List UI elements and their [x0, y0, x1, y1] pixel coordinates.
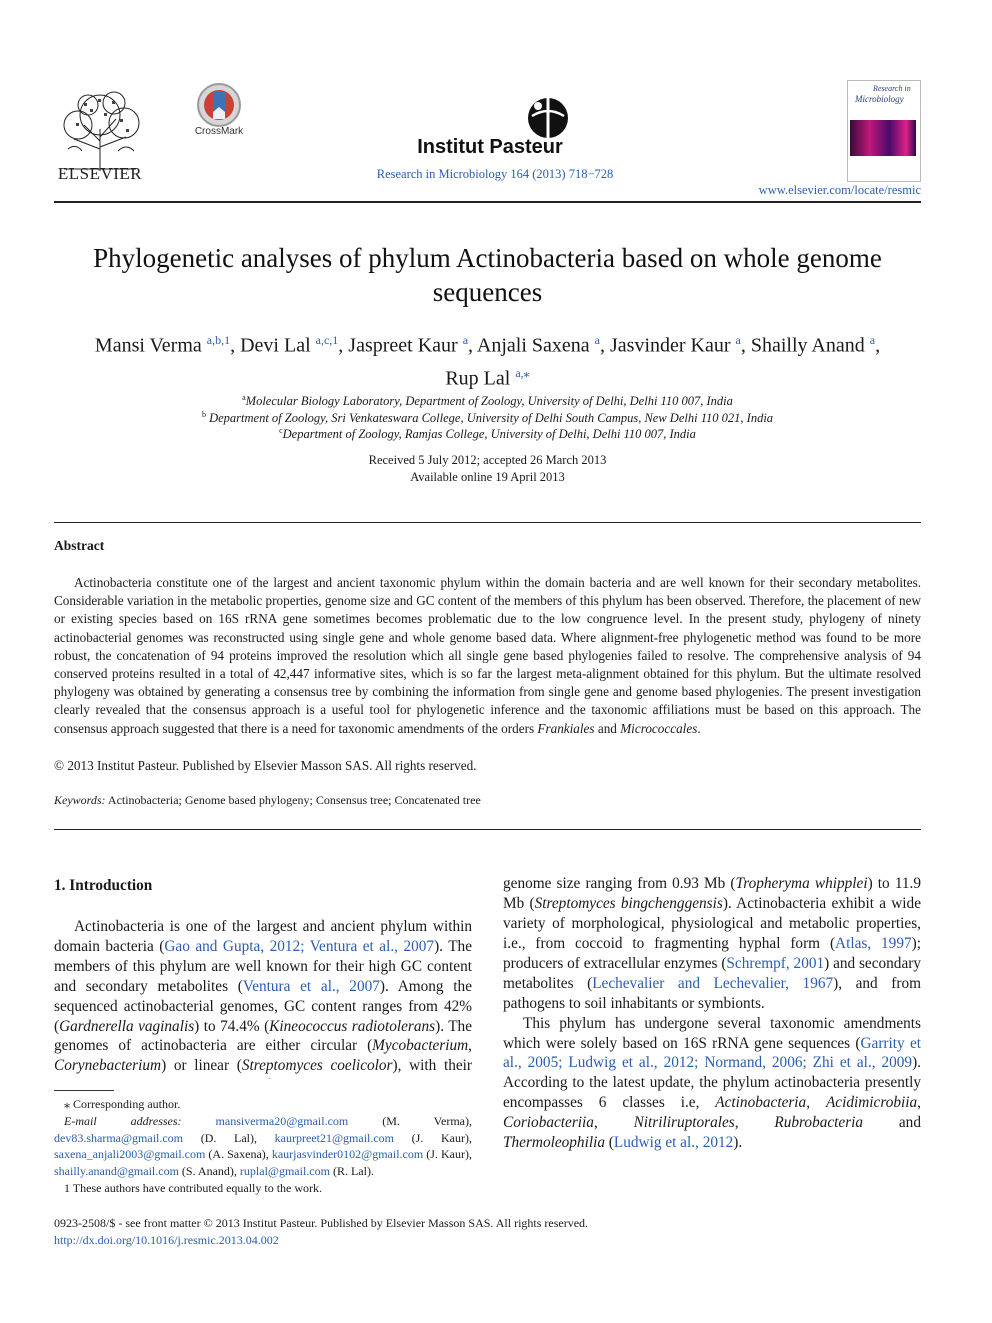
- email-addresses-note: [54, 1113, 472, 1180]
- journal-url-link[interactable]: www.elsevier.com/locate/resmic: [758, 183, 921, 197]
- text-run: ). The genomes of actinobacteria are either circular (: [54, 1017, 472, 1055]
- abstract-and: and: [594, 720, 621, 736]
- text-run: (D. Lal),: [183, 1130, 275, 1145]
- italic-term: Streptomyces coelicolor: [241, 1057, 393, 1075]
- abstract-text: [54, 574, 921, 738]
- citation-link[interactable]: shailly.anand@gmail.com: [54, 1164, 179, 1179]
- header-rule: [54, 201, 921, 203]
- text-run: ). According to the latest update, the phylum actinobacteria presently encompasses 6 classes i.e,: [503, 1054, 921, 1112]
- author-affiliation-mark[interactable]: a: [869, 333, 876, 347]
- issn-front-matter: 0923-2508/$ - see front matter © 2013 Institut Pasteur. Published by Elsevier Masson SAS. All rights reserved.: [54, 1216, 589, 1230]
- cover-title-line1: Research in: [873, 84, 911, 93]
- abstract-body: Actinobacteria constitute one of the largest and ancient taxonomic phylum within the domain bacteria and are well known for their secondary metabolites. Considerable variation in the metabolic properties, genome size and GC content of the members of this phylum has been observed. Therefore, the placement of new or existing species based on 16S rRNA gene sometimes becomes problematic due to the low congruence level. In the present study, phylogeny of ninety actinobacterial genomes was reconstructed using single gene and whole genome based data. Where alignment-free phylogenetic method was found to be more robust, the concatenation of 94 proteins improved the resolution which all single gene based phylogenies failed to resolve. The comprehensive analysis of 94 conserved proteins resulted in a total of 42,447 informative sites, which is so far the largest meta-alignment obtained for this phylum. But the ultimate resolved phylogeny was obtained by generating a consensus tree by combining the information from single gene and genome based phylogenies. The present investigation clearly revealed that the consensus approach is a useful tool for phylogenetic inference and the taxonomic affiliations must be based on this approach. The consensus approach suggested that there is a need for taxonomic amendments of the orders: [54, 575, 921, 736]
- text-run: ) or linear (: [161, 1057, 242, 1075]
- author-name: Shailly Anand: [750, 334, 870, 357]
- citation-link[interactable]: kaurjasvinder0102@gmail.com: [271, 1147, 424, 1162]
- author-name: Jasvinder Kaur: [610, 334, 736, 357]
- citation-link[interactable]: Ludwig et al., 2012: [613, 1134, 734, 1152]
- affiliation-text: Department of Zoology, Sri Venkateswara College, University of Delhi South Campus, New Delhi 110 021, India: [209, 411, 774, 426]
- italic-term: E-mail addresses:: [64, 1113, 216, 1128]
- author-affiliation-mark[interactable]: a: [594, 333, 600, 347]
- text-run: ) and secondary metabolites (: [503, 954, 921, 992]
- citation-link[interactable]: Garrity et al., 2005; Ludwig et al., 2012; Normand, 2006; Zhi et al., 2009: [503, 1034, 921, 1072]
- italic-term: Gardnerella vaginalis: [59, 1017, 195, 1035]
- text-run: ,: [917, 1094, 921, 1112]
- author-name: Devi Lal: [240, 334, 316, 357]
- affiliation-c: [54, 426, 921, 442]
- citation-link[interactable]: ruplal@gmail.com: [239, 1164, 330, 1179]
- author-name: Mansi Verma: [94, 334, 207, 357]
- affiliation-mark: b: [201, 410, 206, 419]
- abstract-top-rule: [54, 522, 921, 523]
- author-affiliation-mark[interactable]: a,c,1: [315, 333, 339, 347]
- text-run: ) to 11.9 Mb (: [503, 877, 921, 913]
- author-affiliation-mark[interactable]: a,b,1: [206, 333, 231, 347]
- author-affiliation-mark[interactable]: a,⁎: [515, 365, 530, 380]
- citation-link[interactable]: dev83.sharma@gmail.com: [54, 1130, 184, 1145]
- italic-term: Thermoleophilia: [503, 1134, 605, 1152]
- author-list: [54, 327, 921, 392]
- cover-image-band: [850, 120, 916, 156]
- text-run: (: [604, 1134, 614, 1152]
- italic-term: Acidimicrobiia: [825, 1094, 918, 1112]
- intro-column-right: [503, 877, 921, 1202]
- italic-term: Mycobacterium: [372, 1037, 469, 1055]
- keywords-label: Keywords:: [54, 793, 106, 807]
- affiliation-text: Molecular Biology Laboratory, Department of Zoology, University of Delhi, Delhi 110 007, India: [245, 394, 733, 409]
- citation-link[interactable]: kaurpreet21@gmail.com: [274, 1130, 395, 1145]
- article-title: Phylogenetic analyses of phylum Actinobacteria based on whole genome sequences: [93, 243, 882, 307]
- author-name: Anjali Saxena: [476, 334, 595, 357]
- text-run: genome size ranging from 0.93 Mb (: [503, 877, 736, 893]
- italic-term: Kineococcus radiotolerans: [269, 1017, 436, 1035]
- elsevier-wordmark: ELSEVIER: [57, 164, 143, 183]
- citation-link[interactable]: Lechevalier and Lechevalier, 1967: [592, 974, 834, 992]
- author-affiliation-mark[interactable]: a: [462, 333, 469, 347]
- equal-contribution-note: 1 These authors have contributed equally to the work.: [64, 1180, 323, 1195]
- text-run: ,: [593, 1114, 634, 1132]
- affiliation-mark: c: [279, 426, 283, 435]
- affiliation-text: Department of Zoology, Ramjas College, University of Delhi, Delhi 110 007, India: [282, 427, 696, 442]
- italic-term: Coriobacteriia: [503, 1114, 594, 1132]
- author-affiliation-mark[interactable]: a: [735, 333, 741, 347]
- text-run: ), and from pathogens to soil inhabitants or symbionts.: [503, 974, 921, 1012]
- footnotes: [54, 1096, 472, 1197]
- journal-citation-link[interactable]: Research in Microbiology 164 (2013) 718−728: [376, 167, 614, 181]
- intro-paragraph-1-part-b: [503, 877, 921, 1014]
- received-dates: Received 5 July 2012; accepted 26 March 2013: [368, 453, 607, 467]
- abstract-end: .: [697, 720, 701, 736]
- text-run: ) to 74.4% (: [194, 1017, 270, 1035]
- affiliation-mark: a: [242, 393, 246, 402]
- italic-term: [287, 1077, 419, 1079]
- text-run: ,: [734, 1114, 775, 1132]
- text-run: (R. Lal).: [329, 1164, 374, 1179]
- italic-term: Nitriliruptorales: [633, 1114, 735, 1132]
- author-separator: ,: [338, 334, 349, 357]
- text-run: ).: [733, 1134, 743, 1152]
- text-run: ,: [806, 1094, 826, 1112]
- author-name: Rup Lal: [445, 367, 516, 390]
- italic-term: Rubrobacteria: [774, 1114, 864, 1132]
- text-run: ); producers of extracellular enzymes (: [503, 934, 921, 972]
- citation-link[interactable]: Ventura et al., 2007: [242, 977, 380, 995]
- citation-link[interactable]: saxena_anjali2003@gmail.com: [54, 1147, 206, 1162]
- affiliation-a: [54, 393, 921, 409]
- italic-term: Tropheryma whipplei: [735, 877, 868, 893]
- abstract-heading: Abstract: [54, 538, 105, 553]
- keywords-line: [54, 793, 481, 808]
- text-run: (J. Kaur),: [423, 1147, 473, 1162]
- italic-term: Corynebacterium: [54, 1057, 162, 1075]
- text-run: and: [863, 1114, 921, 1132]
- citation-link[interactable]: mansiverma20@gmail.com: [215, 1113, 349, 1128]
- author-separator: ,: [468, 334, 477, 357]
- order-frankiales: Frankiales: [537, 720, 595, 736]
- institut-pasteur-wordmark: Institut Pasteur: [417, 136, 563, 158]
- text-run: (J. Kaur),: [394, 1130, 472, 1145]
- abstract-copyright: © 2013 Institut Pasteur. Published by Elsevier Masson SAS. All rights reserved.: [54, 758, 477, 773]
- intro-paragraph-2: [503, 1014, 921, 1153]
- text-run: Actinobacteria is one of the largest and ancient phylum within domain bacteria (: [54, 918, 472, 955]
- citation-link[interactable]: Schrempf, 2001: [726, 954, 825, 972]
- citation-link[interactable]: Atlas, 1997: [835, 934, 912, 952]
- doi-link[interactable]: http://dx.doi.org/10.1016/j.resmic.2013.04.002: [54, 1233, 279, 1247]
- text-run: (A. Saxena),: [205, 1147, 272, 1162]
- intro-paragraph-1-part-a: [54, 917, 472, 1079]
- available-online-date: Available online 19 April 2013: [410, 470, 565, 484]
- text-run: (M. Verma),: [348, 1113, 472, 1128]
- intro-column-left: [54, 917, 472, 1079]
- author-separator: ,: [600, 334, 610, 357]
- text-run: This phylum has undergone several taxonomic amendments which were solely based on 16S rRNA gene sequences (: [503, 1014, 921, 1052]
- italic-term: Actinobacteria: [715, 1094, 807, 1112]
- journal-cover-title: [855, 84, 917, 104]
- text-run: ). Actinobacteria exhibit a wide variety of morphological, physiological and metabolic properties, i.e., from coccoid to fragmenting hyphal form (: [503, 895, 921, 952]
- keywords-list: Actinobacteria; Genome based phylogeny; Consensus tree; Concatenated tree: [105, 793, 481, 807]
- cover-title-line2: Microbiology: [855, 94, 904, 104]
- text-run: (S. Anand),: [178, 1164, 240, 1179]
- text-run: ). Among the sequenced actinobacterial genomes, GC content ranges from 42% (: [54, 977, 472, 1035]
- italic-term: Streptomyces bingchenggensis: [534, 895, 723, 913]
- citation-link[interactable]: Gao and Gupta, 2012; Ventura et al., 2007: [164, 937, 435, 955]
- abstract-bottom-rule: [54, 829, 921, 830]
- text-run: ), with their: [392, 1057, 472, 1075]
- author-separator: ,: [230, 334, 241, 357]
- text-run: ,: [468, 1037, 472, 1055]
- author-separator: ,: [740, 334, 751, 357]
- crossmark-icon[interactable]: [196, 82, 242, 128]
- affiliation-b: [54, 410, 921, 426]
- author-name: Jaspreet Kaur: [348, 334, 463, 357]
- footnote-rule: [54, 1090, 114, 1091]
- corresponding-author-note: ⁎ Corresponding author.: [64, 1097, 181, 1111]
- crossmark-label: CrossMark: [194, 126, 244, 137]
- author-separator: ,: [875, 334, 881, 357]
- section-heading-introduction: 1. Introduction: [54, 877, 153, 894]
- order-micrococcales: Micrococcales: [620, 720, 698, 736]
- text-run: ). The members of this phylum are well known for their high GC content and secondary metabolites (: [54, 937, 472, 995]
